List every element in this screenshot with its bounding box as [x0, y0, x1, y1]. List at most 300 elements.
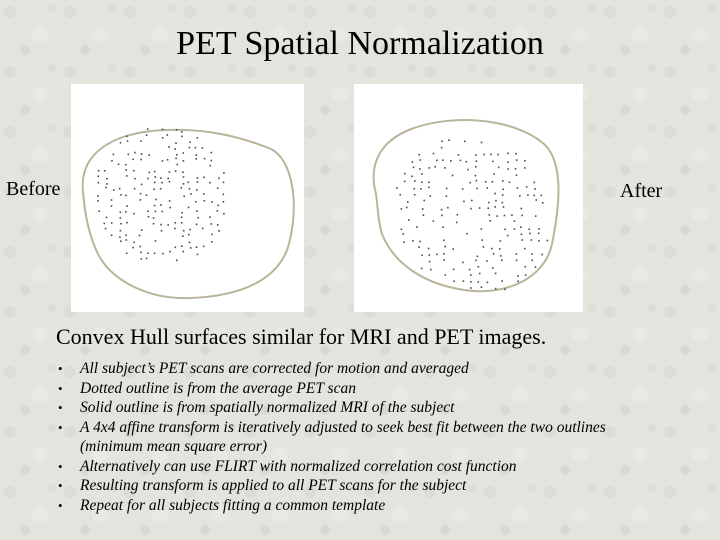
- scan-dot: [120, 241, 122, 243]
- scan-dot: [525, 266, 527, 268]
- scan-dot: [120, 230, 122, 232]
- scan-dot: [146, 258, 148, 260]
- after-outline: [374, 120, 559, 291]
- scan-dot: [160, 177, 162, 179]
- scan-dot: [155, 199, 157, 201]
- scan-dot: [430, 269, 432, 271]
- scan-dot: [188, 207, 190, 209]
- scan-dot: [175, 222, 177, 224]
- scan-dot: [456, 222, 458, 224]
- scan-dot: [490, 154, 492, 156]
- scan-dot: [111, 222, 113, 224]
- scan-dot: [197, 217, 199, 219]
- scan-dot: [481, 286, 483, 288]
- scan-dot: [104, 170, 106, 172]
- scan-dot: [478, 266, 480, 268]
- scan-dot: [399, 194, 401, 196]
- scan-dot: [535, 266, 537, 268]
- scan-dot: [495, 200, 497, 202]
- scan-dot: [181, 222, 183, 224]
- scan-dot: [175, 158, 177, 160]
- scan-dot: [204, 158, 206, 160]
- scan-dot: [445, 274, 447, 276]
- scan-dot: [141, 229, 143, 231]
- scan-dot: [538, 240, 540, 242]
- scan-dot: [511, 214, 513, 216]
- scan-dot: [528, 228, 530, 230]
- scan-dot: [181, 245, 183, 247]
- scan-dot: [487, 282, 489, 284]
- scan-dot: [203, 246, 205, 248]
- scan-dot: [442, 159, 444, 161]
- scan-dot: [125, 195, 127, 197]
- scan-dot: [176, 154, 178, 156]
- scan-dot: [504, 229, 506, 231]
- before-label: Before: [6, 178, 61, 200]
- scan-dot: [489, 214, 491, 216]
- scan-dot: [531, 239, 533, 241]
- scan-dot: [196, 246, 198, 248]
- scan-dot: [126, 205, 128, 207]
- scan-dot: [126, 239, 128, 241]
- scan-dot: [111, 160, 113, 162]
- scan-dot: [457, 214, 459, 216]
- scan-dot: [446, 195, 448, 197]
- scan-dot: [223, 182, 225, 184]
- scan-dot: [174, 228, 176, 230]
- bullet-item: [58, 418, 618, 457]
- scan-dot: [169, 171, 171, 173]
- scan-dot: [507, 161, 509, 163]
- scan-dot: [421, 173, 423, 175]
- scan-dot: [470, 182, 472, 184]
- scan-dot: [223, 213, 225, 215]
- scan-dot: [446, 188, 448, 190]
- scan-dot: [460, 160, 462, 162]
- scan-dot: [504, 289, 506, 291]
- scan-dot: [520, 226, 522, 228]
- bullet-text: Repeat for all subjects fitting a common template: [80, 496, 386, 514]
- scan-dot: [463, 280, 465, 282]
- scan-dot: [503, 206, 505, 208]
- scan-dot: [147, 210, 149, 212]
- scan-dot: [162, 129, 164, 131]
- scan-dot: [418, 154, 420, 156]
- scan-dot: [414, 194, 416, 196]
- scan-dot: [204, 200, 206, 202]
- scan-dot: [516, 159, 518, 161]
- scan-dot: [538, 233, 540, 235]
- scan-dot: [507, 153, 509, 155]
- scan-dot: [406, 207, 408, 209]
- scan-dot: [126, 253, 128, 255]
- scan-dot: [189, 142, 191, 144]
- scan-dot: [189, 242, 191, 244]
- scan-dot: [517, 275, 519, 277]
- scan-dot: [418, 246, 420, 248]
- scan-dot: [161, 230, 163, 232]
- scan-dot: [429, 167, 431, 169]
- scan-dot: [404, 181, 406, 183]
- scan-dot: [487, 187, 489, 189]
- scan-dot: [441, 209, 443, 211]
- scan-dot: [492, 267, 494, 269]
- scan-dot: [175, 247, 177, 249]
- scan-dot: [453, 280, 455, 282]
- scan-dot: [453, 269, 455, 271]
- scan-dot: [125, 211, 127, 213]
- bullet-text: Dotted outline is from the average PET scan: [80, 379, 356, 397]
- scan-dot: [498, 167, 500, 169]
- scan-dot: [162, 160, 164, 162]
- scan-dot: [182, 235, 184, 237]
- scan-dot: [536, 199, 538, 201]
- before-outline: [83, 130, 294, 298]
- scan-dot: [211, 234, 213, 236]
- scan-dot: [147, 252, 149, 254]
- bullet-text: Solid outline is from spatially normalized MRI of the subject: [80, 399, 455, 416]
- scan-dot: [125, 235, 127, 237]
- bullet-text: All subject’s PET scans are corrected for motion and averaged: [80, 360, 469, 377]
- scan-dot: [475, 166, 477, 168]
- scan-dot: [486, 260, 488, 262]
- scan-dot: [496, 215, 498, 217]
- scan-dot: [481, 142, 483, 144]
- scan-dot: [402, 233, 404, 235]
- scan-dot: [413, 167, 415, 169]
- scan-dot: [414, 180, 416, 182]
- scan-dot: [489, 220, 491, 222]
- bullet-icon: •: [58, 497, 63, 513]
- scan-dot: [476, 160, 478, 162]
- scan-dot: [141, 153, 143, 155]
- scan-dot: [534, 188, 536, 190]
- scan-dot: [181, 131, 183, 133]
- scan-dot: [436, 160, 438, 162]
- scan-dot: [428, 187, 430, 189]
- scan-dot: [483, 246, 485, 248]
- scan-dot: [494, 193, 496, 195]
- scan-dot: [428, 182, 430, 184]
- scan-dot: [210, 165, 212, 167]
- scan-dot: [481, 239, 483, 241]
- scan-dot: [469, 269, 471, 271]
- scan-dot: [105, 187, 107, 189]
- scan-dot: [407, 201, 409, 203]
- scan-dot: [534, 195, 536, 197]
- scan-dot: [223, 172, 225, 174]
- scan-dot: [452, 175, 454, 177]
- scan-dot: [169, 251, 171, 253]
- scan-dot: [209, 216, 211, 218]
- scan-dot: [447, 207, 449, 209]
- scan-dot: [509, 182, 511, 184]
- scan-dot: [423, 214, 425, 216]
- scan-dot: [475, 260, 477, 262]
- scan-dot: [529, 233, 531, 235]
- scan-dot: [478, 281, 480, 283]
- scan-dot: [195, 201, 197, 203]
- scan-dot: [140, 252, 142, 254]
- scan-dot: [525, 274, 527, 276]
- scan-dot: [531, 253, 533, 255]
- scan-dot: [507, 235, 509, 237]
- scan-dot: [111, 235, 113, 237]
- scan-dot: [211, 201, 213, 203]
- scan-dot: [470, 281, 472, 283]
- scan-dot: [470, 287, 472, 289]
- scan-dot: [421, 182, 423, 184]
- scan-dot: [443, 259, 445, 261]
- scan-dot: [149, 172, 151, 174]
- scan-dot: [161, 211, 163, 213]
- scan-dot: [120, 217, 122, 219]
- scan-dot: [211, 223, 213, 225]
- scan-dot: [517, 187, 519, 189]
- scan-dot: [98, 170, 100, 172]
- scan-dot: [223, 201, 225, 203]
- scan-dot: [126, 136, 128, 138]
- scan-dot: [476, 180, 478, 182]
- scan-dot: [217, 205, 219, 207]
- scan-dot: [174, 148, 176, 150]
- scan-dot: [177, 164, 179, 166]
- scan-dot: [134, 178, 136, 180]
- before-dot-cloud: [97, 128, 225, 261]
- scan-dot: [515, 153, 517, 155]
- subtitle: Convex Hull surfaces similar for MRI and PET images.: [56, 324, 547, 349]
- scan-dot: [470, 208, 472, 210]
- scan-dot: [500, 240, 502, 242]
- scan-dot: [521, 234, 523, 236]
- scan-dot: [140, 193, 142, 195]
- scan-dot: [516, 175, 518, 177]
- scan-dot: [477, 256, 479, 258]
- scan-dot: [500, 255, 502, 257]
- scan-dot: [514, 220, 516, 222]
- scan-dot: [470, 274, 472, 276]
- scan-dot: [527, 194, 529, 196]
- scan-dot: [105, 228, 107, 230]
- scan-dot: [494, 206, 496, 208]
- scan-dot: [441, 215, 443, 217]
- scan-dot: [181, 187, 183, 189]
- scan-dot: [160, 204, 162, 206]
- scan-dot: [422, 208, 424, 210]
- scan-dot: [403, 241, 405, 243]
- scan-dot: [169, 200, 171, 202]
- scan-dot: [203, 177, 205, 179]
- scan-dot: [202, 147, 204, 149]
- scan-dot: [141, 184, 143, 186]
- scan-dot: [466, 161, 468, 163]
- scan-dot: [428, 248, 430, 250]
- scan-dot: [183, 176, 185, 178]
- scan-dot: [483, 154, 485, 156]
- scan-dot: [519, 195, 521, 197]
- scan-dot: [106, 217, 108, 219]
- scan-dot: [521, 208, 523, 210]
- scan-dot: [401, 229, 403, 231]
- scan-dot: [467, 169, 469, 171]
- scan-dot: [153, 217, 155, 219]
- bullet-icon: •: [58, 380, 63, 396]
- scan-dot: [183, 160, 185, 162]
- scan-dot: [104, 223, 106, 225]
- scan-dot: [196, 210, 198, 212]
- scan-dot: [462, 262, 464, 264]
- scan-dot: [111, 205, 113, 207]
- scan-dot: [419, 241, 421, 243]
- scan-dot: [495, 288, 497, 290]
- scan-dot: [466, 233, 468, 235]
- scan-dot: [218, 178, 220, 180]
- scan-dot: [147, 178, 149, 180]
- scan-dot: [462, 188, 464, 190]
- scan-dot: [175, 170, 177, 172]
- scan-dot: [113, 154, 115, 156]
- bullet-icon: •: [58, 361, 63, 376]
- scan-dot: [181, 136, 183, 138]
- slide-title: PET Spatial Normalization: [176, 25, 544, 62]
- scan-dot: [408, 219, 410, 221]
- scan-dot: [218, 230, 220, 232]
- scan-dot: [189, 147, 191, 149]
- scan-dot: [416, 226, 418, 228]
- scan-dot: [188, 234, 190, 236]
- after-dot-cloud: [396, 139, 548, 290]
- scan-dot: [521, 215, 523, 217]
- scan-dot: [450, 160, 452, 162]
- scan-dot: [188, 182, 190, 184]
- scan-dot: [183, 196, 185, 198]
- bullet-item: [58, 476, 618, 496]
- scan-dot: [479, 207, 481, 209]
- scan-dot: [420, 188, 422, 190]
- scan-dot: [167, 134, 169, 136]
- scan-dot: [514, 228, 516, 230]
- scan-dot: [421, 268, 423, 270]
- scan-dot: [497, 154, 499, 156]
- scan-dot: [197, 181, 199, 183]
- scan-dot: [148, 154, 150, 156]
- scan-dot: [169, 207, 171, 209]
- scan-dot: [414, 188, 416, 190]
- scan-dot: [139, 246, 141, 248]
- scan-dot: [182, 171, 184, 173]
- scan-dot: [443, 240, 445, 242]
- scan-dot: [155, 211, 157, 213]
- bullet-text: Resulting transform is applied to all PET scans for the subject: [80, 477, 467, 494]
- scan-dot: [420, 159, 422, 161]
- scan-dot: [183, 230, 185, 232]
- scan-dot: [154, 205, 156, 207]
- scan-dot: [534, 182, 536, 184]
- scan-dot: [167, 178, 169, 180]
- scan-dot: [412, 161, 414, 163]
- scan-dot: [113, 189, 115, 191]
- scan-dot: [481, 228, 483, 230]
- bullet-item: [58, 457, 618, 477]
- scan-dot: [434, 166, 436, 168]
- bullet-icon: •: [58, 400, 63, 415]
- scan-dot: [433, 153, 435, 155]
- bullet-item: [58, 359, 618, 379]
- scan-dot: [499, 248, 501, 250]
- scan-dot: [541, 254, 543, 256]
- scan-dot: [127, 140, 129, 142]
- scan-dot: [547, 240, 549, 242]
- scan-dot: [419, 168, 421, 170]
- scan-dot: [126, 222, 128, 224]
- bullet-item: [58, 398, 618, 418]
- scan-dot: [153, 189, 155, 191]
- scan-dot: [133, 213, 135, 215]
- scan-dot: [197, 254, 199, 256]
- scan-dot: [202, 228, 204, 230]
- scan-dot: [119, 236, 121, 238]
- scan-dot: [167, 224, 169, 226]
- scan-dot: [538, 228, 540, 230]
- scan-dot: [146, 134, 148, 136]
- scan-dot: [120, 194, 122, 196]
- scan-dot: [404, 173, 406, 175]
- scan-dot: [524, 160, 526, 162]
- scan-dot: [167, 159, 169, 161]
- scan-dot: [162, 137, 164, 139]
- scan-dot: [125, 169, 127, 171]
- scan-dot: [495, 273, 497, 275]
- scan-dot: [441, 141, 443, 143]
- scan-dot: [522, 239, 524, 241]
- scan-dot: [189, 188, 191, 190]
- scan-dot: [190, 247, 192, 249]
- scan-dot: [517, 281, 519, 283]
- scan-dot: [488, 202, 490, 204]
- scan-dot: [196, 189, 198, 191]
- scan-dot: [134, 188, 136, 190]
- scan-dot: [442, 226, 444, 228]
- scan-dot: [502, 202, 504, 204]
- scan-dot: [502, 180, 504, 182]
- scan-dot: [475, 154, 477, 156]
- scan-dot: [197, 137, 199, 139]
- scan-dot: [430, 195, 432, 197]
- scan-dot: [140, 140, 142, 142]
- scan-dot: [211, 160, 213, 162]
- scan-dot: [516, 253, 518, 255]
- scan-dot: [493, 253, 495, 255]
- scan-dot: [476, 188, 478, 190]
- scan-dot: [433, 220, 435, 222]
- scan-dot: [195, 147, 197, 149]
- scan-dot: [443, 253, 445, 255]
- scan-dot: [542, 202, 544, 204]
- scan-dot: [175, 142, 177, 144]
- scan-dot: [463, 201, 465, 203]
- scan-dot: [196, 154, 198, 156]
- scan-dot: [120, 212, 122, 214]
- scan-dot: [491, 248, 493, 250]
- scan-dot: [423, 200, 425, 202]
- scan-dot: [504, 215, 506, 217]
- scan-dot: [396, 187, 398, 189]
- bullet-icon: •: [58, 419, 63, 435]
- scan-dot: [128, 154, 130, 156]
- scan-dot: [111, 199, 113, 201]
- scan-dot: [485, 181, 487, 183]
- scan-dot: [181, 212, 183, 214]
